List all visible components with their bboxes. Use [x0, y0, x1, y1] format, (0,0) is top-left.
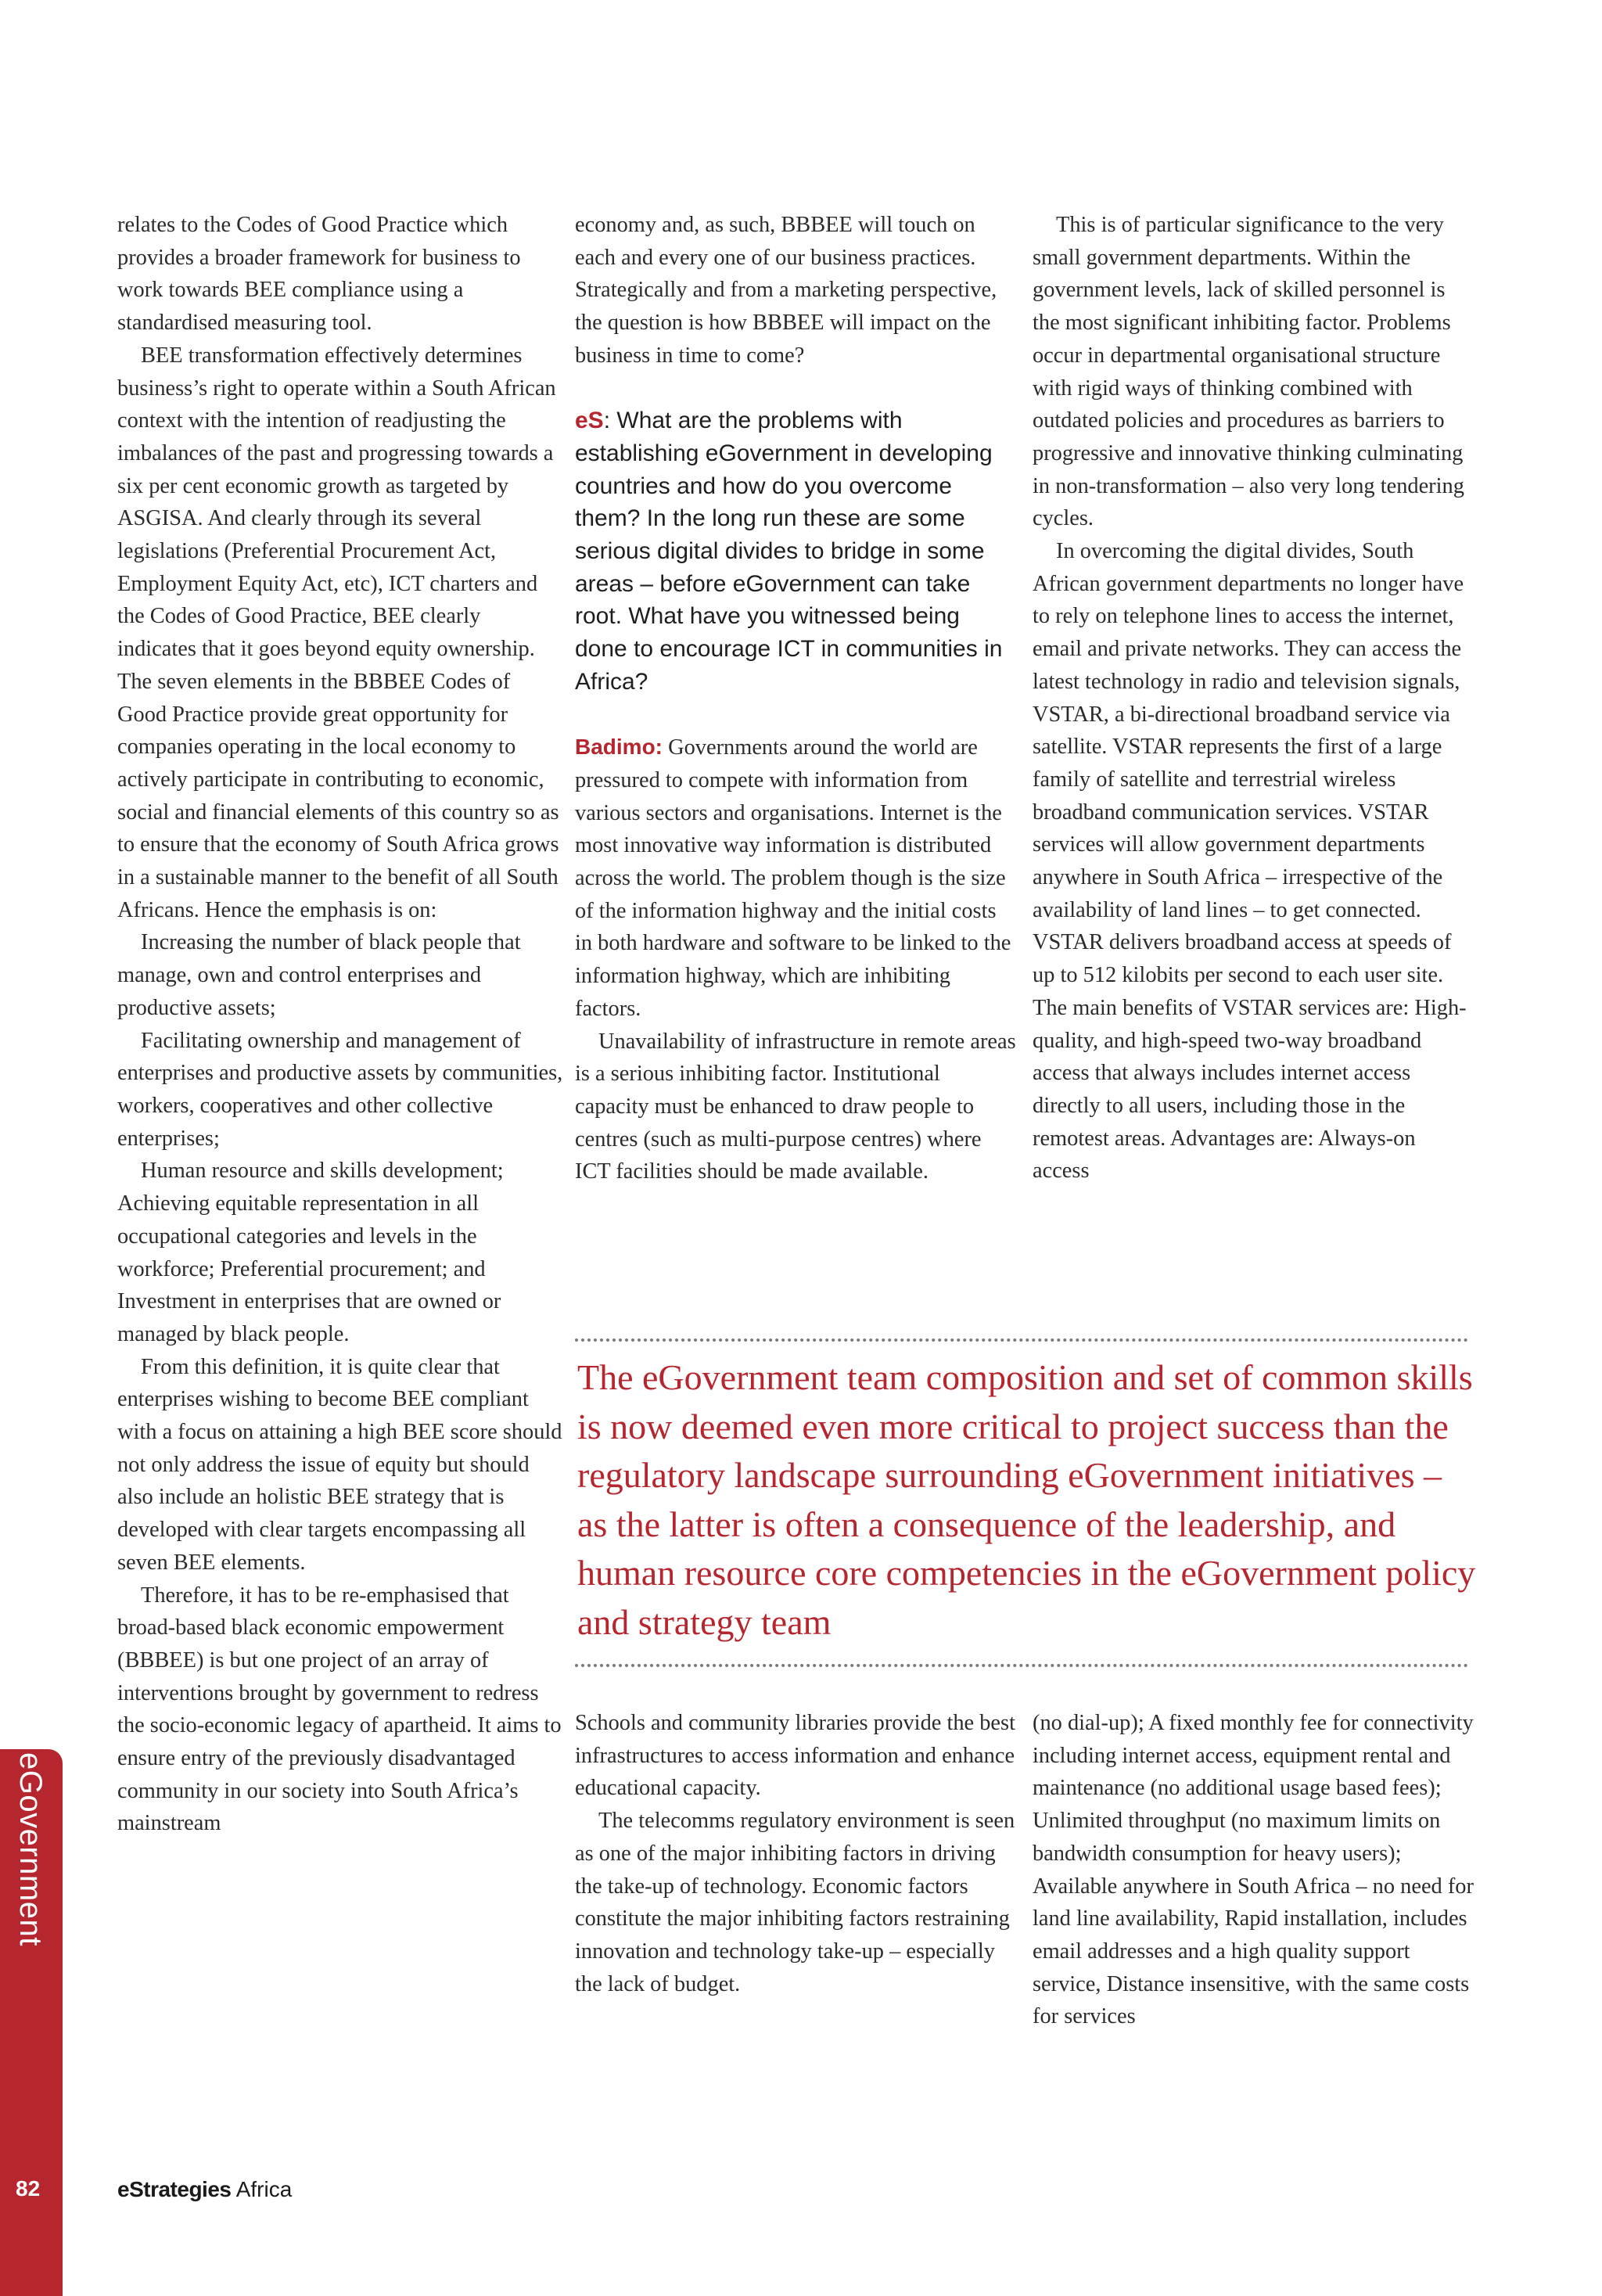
body-paragraph: Facilitating ownership and management of enterprises and productive assets by communities, workers, cooperatives and other collective enterprises;: [117, 1028, 563, 1151]
brand-name: eStrategies: [117, 2177, 232, 2201]
answer-text: Governments around the world are pressured to compete with information from various sectors and organisations. Internet is the most innovative way information is distributed across the world. The problem though is the size of the information highway and the initial costs in both hardware and software to be linked to the information highway, which are inhibiting factors.: [575, 735, 1011, 1021]
section-label-text: eGovernment: [13, 1752, 48, 1946]
body-paragraph: In overcoming the digital divides, South African government departments no longer have to rely on telephone lines to access the internet, email and private networks. They can access the latest technology in radio and television signals, VSTAR, a bi-directional broadband service via satellite. VSTAR represents the first of a large family of satellite and terrestrial wireless broadband communication services. VSTAR services will allow government departments anywhere in South Africa – irrespective of the availability of land lines – to get connected. VSTAR delivers broadband access at speeds of up to 512 kilobits per second to each user site. The main benefits of VSTAR services are: High-quality, and high-speed two-way broadband access that always includes internet access directly to all users, including those in the remotest areas. Advantages are: Always-on access: [1033, 539, 1467, 1184]
page-number: 82: [16, 2176, 41, 2201]
body-paragraph: Therefore, it has to be re-emphasised that broad-based black economic empowerment (BBBEE) is but one project of an array of interventions brought by government to redress the socio-economic legacy of apartheid. It aims to ensure entry of the previously disadvantaged community in our society into South Africa’s mainstream: [117, 1583, 562, 1836]
article-column-3: [1033, 209, 1477, 1188]
interview-answer: [575, 731, 1017, 1025]
body-paragraph: Schools and community libraries provide the best infrastructures to access information and enhance educational capacity.: [575, 1711, 1015, 1801]
article-column-2: [575, 209, 1017, 1188]
interview-question: [575, 404, 1017, 698]
pull-quote: The eGovernment team composition and set of common skills is now deemed even more critical to project success than the regulatory landscape surrounding eGovernment initiatives – as the latter is often a consequence of the leadership, and human resource core competencies in the eGovernment policy and strategy team: [577, 1357, 1476, 1642]
speaker-label: Badimo:: [575, 735, 663, 760]
body-paragraph: This is of particular significance to the very small government departments. Within the government levels, lack of skilled personnel is the most significant inhibiting factor. Problems occur in departmental organisational structure with rigid ways of thinking combined with outdated policies and procedures as barriers to progressive and innovative thinking culminating in non-transformation – also very long tendering cycles.: [1033, 213, 1464, 531]
question-text: : What are the problems with establishing eGovernment in developing countries and how do you overcome them? In the long run these are some serious digital divides to bridge in some areas – before eGovernment can take root. What have you witnessed being done to encourage ICT in communities in Africa?: [575, 408, 1003, 695]
body-paragraph: (no dial-up); A fixed monthly fee for connectivity including internet access, equipment rental and maintenance (no additional usage based fees); Unlimited throughput (no maximum limits on bandwidth consumption for heavy users); Available anywhere in South Africa – no need for land line availability, Rapid installation, includes email addresses and a high quality support service, Distance insensitive, with the same costs for services: [1033, 1711, 1474, 2029]
article-column-2-continued: [575, 1707, 1017, 2000]
brand-region: Africa: [231, 2177, 293, 2201]
body-paragraph: relates to the Codes of Good Practice which provides a broader framework for business to work towards BEE compliance using a standardised measuring tool.: [117, 213, 521, 336]
body-paragraph: Unavailability of infrastructure in remote areas is a serious inhibiting factor. Institutional capacity must be enhanced to draw people to centres (such as multi-purpose centres) where ICT facilities should be made available.: [575, 1029, 1016, 1184]
pull-quote-divider-top: [575, 1338, 1468, 1342]
article-column-1: [117, 209, 565, 1840]
interviewer-label: eS: [575, 408, 604, 434]
body-paragraph: Human resource and skills development; Achieving equitable representation in all occupational categories and levels in the workforce; Preferential procurement; and Investment in enterprises that are owned or managed by black people.: [117, 1159, 504, 1346]
pull-quote-divider-bottom: [575, 1664, 1468, 1667]
body-paragraph: From this definition, it is quite clear that enterprises wishing to become BEE compliant with a focus on attaining a high BEE score should not only address the issue of equity but should also include an holistic BEE strategy that is developed with clear targets encompassing all seven BEE elements.: [117, 1354, 562, 1575]
body-paragraph: BEE transformation effectively determines business’s right to operate within a South African context with the intention of readjusting the imbalances of the past and progressing towards a six per cent economic growth as targeted by ASGISA. And clearly through its several legislations (Preferential Procurement Act, Employment Equity Act, etc), ICT charters and the Codes of Good Practice, BEE clearly indicates that it goes beyond equity ownership. The seven elements in the BBBEE Codes of Good Practice provide great opportunity for companies operating in the local economy to actively participate in contributing to economic, social and financial elements of this country so as to ensure that the economy of South Africa grows in a sustainable manner to the benefit of all South Africans. Hence the emphasis is on:: [117, 343, 559, 922]
body-paragraph: Increasing the number of black people that manage, own and control enterprises and productive assets;: [117, 930, 521, 1020]
magazine-brand: [117, 2177, 292, 2202]
body-paragraph: The telecomms regulatory environment is seen as one of the major inhibiting factors in driving the take-up of technology. Economic factors constitute the major inhibiting factors restraining innovation and technology take-up – especially the lack of budget.: [575, 1809, 1015, 1996]
body-paragraph: economy and, as such, BBBEE will touch on each and every one of our business practices. Strategically and from a marketing perspective, the question is how BBBEE will impact on the business in time to come?: [575, 213, 997, 368]
article-column-3-continued: [1033, 1707, 1477, 2033]
